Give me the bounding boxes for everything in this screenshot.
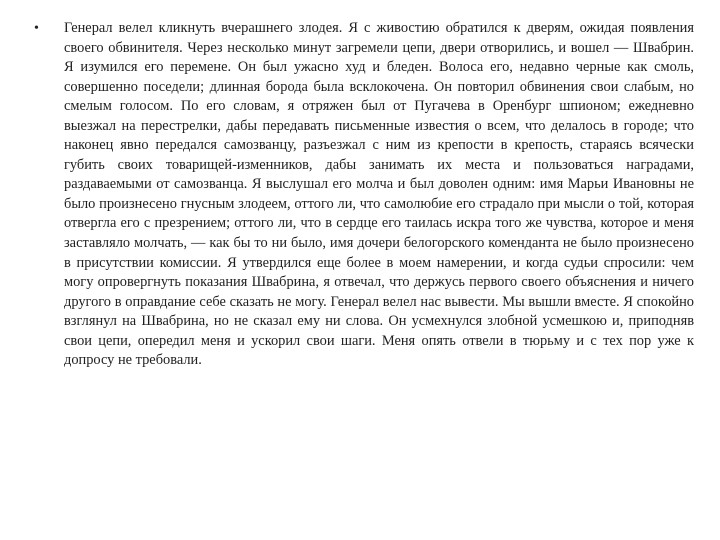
paragraph-text: Генерал велел кликнуть вчерашнего злодея. Я с живостию обратился к дверям, ожидая появления своего обвинителя. Через несколько минут загремели цепи, двери отворились, и вошел — Швабрин. Я изумился его перемене. Он был ужасно худ и бледен. Волоса его, недавно черные как смоль, совершенно поседели; длинная борода была всклокочена. Он повторил обвинения свои слабым, но смелым голосом. По его словам, я отряжен был от Пугачева в Оренбург шпионом; ежедневно выезжал на перестрелки, дабы передавать письменные известия о всем, что делалось в городе; что наконец явно передался самозванцу, разъезжал с ним из крепости в крепость, стараясь всячески губить своих товарищей-изменников, дабы занимать их места и пользоваться наградами, раздаваемыми от самозванца. Я выслушал его молча и был доволен одним: имя Марьи Ивановны не было произнесено гнусным злодеем, оттого ли, что самолюбие его страдало при мысли о той, которая отвергла его с презрением; оттого ли, что в сердце его таилась искра того же чувства, которое и меня заставляло молчать, — как бы то ни было, имя дочери белогорского коменданта не было произнесено в присутствии комиссии. Я утвердился еще более в моем намерении, и когда судьи спросили: чем могу опровергнуть показания Швабрина, я отвечал, что держусь первого своего объяснения и ничего другого в оправдание себе сказать не могу. Генерал велел нас вывести. Мы вышли вместе. Я спокойно взглянул на Швабрина, но не сказал ему ни слова. Он усмехнулся злобной усмешкою и, приподняв свои цепи, опередил меня и ускорил свои шаги. Меня опять отвели в тюрьму и с тех пор уже к допросу не требовали. <box>64 20 694 369</box>
bullet-list-item <box>34 19 694 371</box>
bullet-marker: • <box>34 21 39 36</box>
